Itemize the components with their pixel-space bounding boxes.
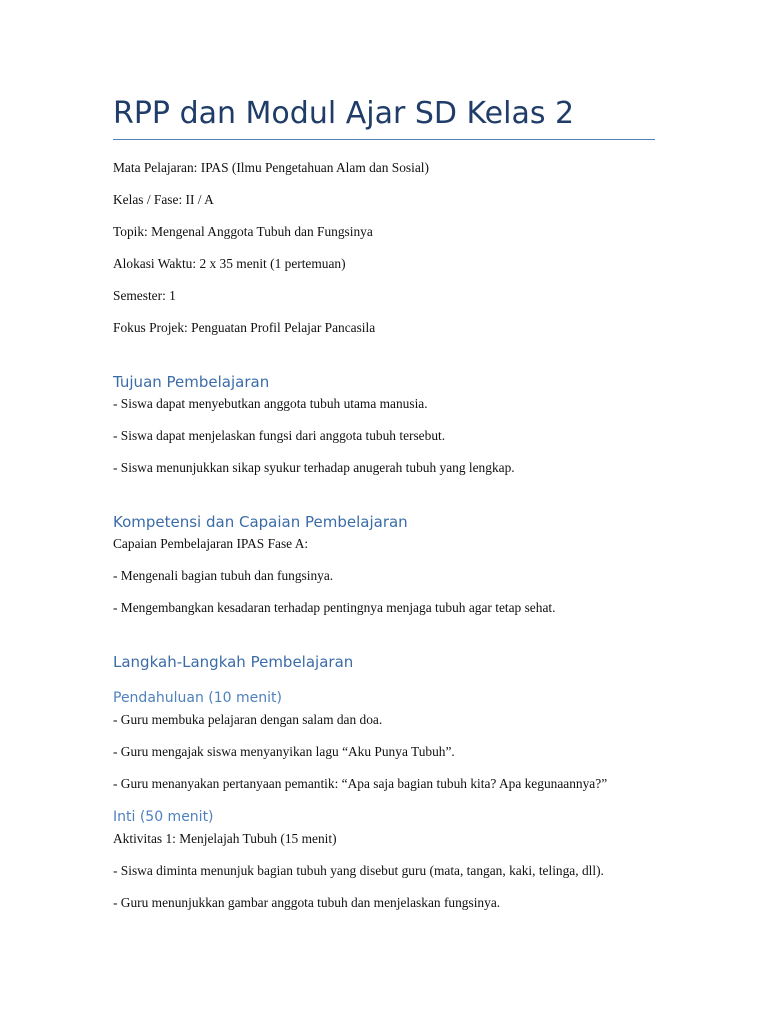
list-item: - Mengenali bagian tubuh dan fungsinya.	[113, 568, 334, 583]
list-item: - Guru membuka pelajaran dengan salam dan doa.	[113, 712, 383, 727]
list-item: - Guru menunjukkan gambar anggota tubuh dan menjelaskan fungsinya.	[113, 895, 501, 910]
list-item: - Guru menanyakan pertanyaan pemantik: “Apa saja bagian tubuh kita? Apa kegunaannya?”	[113, 776, 608, 791]
document-title: RPP dan Modul Ajar SD Kelas 2	[113, 96, 575, 131]
info-semester: Semester: 1	[113, 288, 176, 303]
info-topik: Topik: Mengenal Anggota Tubuh dan Fungsinya	[113, 224, 373, 239]
kompetensi-intro: Capaian Pembelajaran IPAS Fase A:	[113, 536, 309, 551]
info-fokus-projek: Fokus Projek: Penguatan Profil Pelajar Pancasila	[113, 320, 376, 335]
list-item: - Guru mengajak siswa menyanyikan lagu “Aku Punya Tubuh”.	[113, 744, 455, 759]
list-item: - Siswa menunjukkan sikap syukur terhadap anugerah tubuh yang lengkap.	[113, 460, 515, 475]
list-item: - Siswa dapat menyebutkan anggota tubuh utama manusia.	[113, 396, 428, 411]
heading-langkah: Langkah-Langkah Pembelajaran	[113, 653, 354, 671]
inti-aktivitas: Aktivitas 1: Menjelajah Tubuh (15 menit)	[113, 831, 337, 846]
info-alokasi-waktu: Alokasi Waktu: 2 x 35 menit (1 pertemuan)	[113, 256, 346, 271]
heading-inti: Inti (50 menit)	[113, 809, 214, 825]
heading-tujuan: Tujuan Pembelajaran	[113, 373, 270, 391]
info-mata-pelajaran: Mata Pelajaran: IPAS (Ilmu Pengetahuan Alam dan Sosial)	[113, 160, 429, 175]
heading-pendahuluan: Pendahuluan (10 menit)	[113, 690, 282, 706]
list-item: - Siswa diminta menunjuk bagian tubuh yang disebut guru (mata, tangan, kaki, telinga, dll).	[113, 863, 604, 878]
title-underline	[113, 139, 655, 140]
list-item: - Mengembangkan kesadaran terhadap pentingnya menjaga tubuh agar tetap sehat.	[113, 600, 556, 615]
heading-kompetensi: Kompetensi dan Capaian Pembelajaran	[113, 513, 408, 531]
list-item: - Siswa dapat menjelaskan fungsi dari anggota tubuh tersebut.	[113, 428, 446, 443]
info-kelas-fase: Kelas / Fase: II / A	[113, 192, 214, 207]
